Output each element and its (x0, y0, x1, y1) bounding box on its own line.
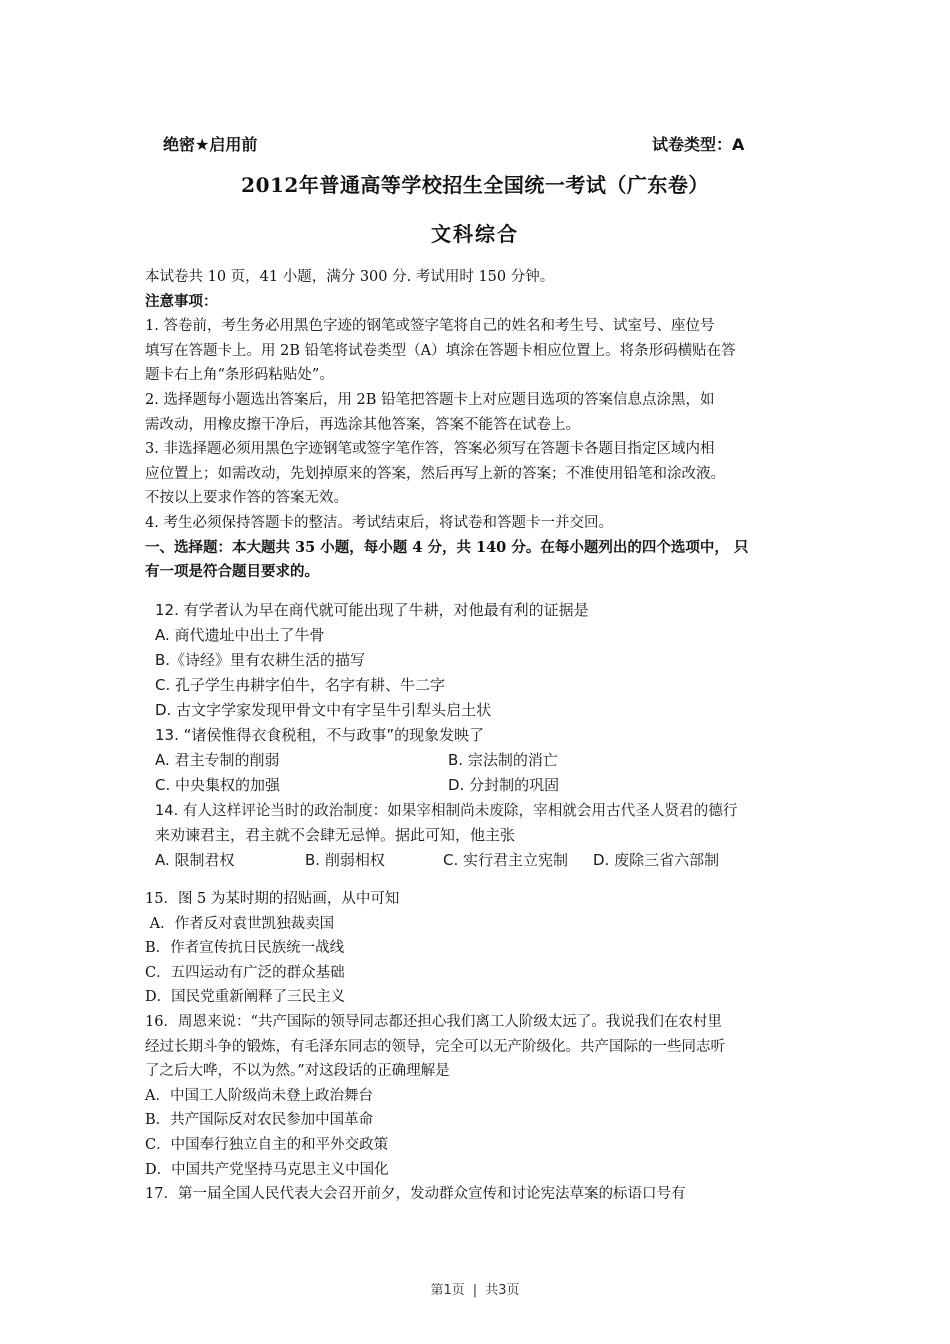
instructions-block (145, 265, 815, 585)
q14-option-a: A. 限制君权 (155, 851, 235, 869)
q17-stem: 17．第一届全国人民代表大会召开前夕，发动群众宣传和讨论宪法草案的标语口号有 (145, 1186, 686, 1203)
exam-subtitle: 文科综合 (431, 222, 519, 246)
page-footer (0, 1279, 950, 1298)
note-line: 1. 答卷前，考生务必用黑色字迹的钢笔或签字笔将自己的姓名和考生号、试室号、座位号 (145, 318, 715, 335)
note-line: 3. 非选择题必须用黑色字迹钢笔或签字笔作答，答案必须写在答题卡各题目指定区域内相 (145, 441, 715, 458)
q12-option-c: C. 孔子学生冉耕字伯牛，名字有耕、牛二字 (155, 676, 446, 694)
q12-stem: 12. 有学者认为早在商代就可能出现了牛耕，对他最有利的证据是 (155, 601, 589, 619)
q15-stem: 15．图 5 为某时期的招贴画，从中可知 (145, 891, 400, 907)
q12-option-a: A. 商代遗址中出土了牛骨 (155, 626, 325, 644)
footer-separator: | (472, 1283, 478, 1298)
q16-option-c: C．中国奉行独立自主的和平外交政策 (145, 1136, 389, 1153)
q13-option-c: C. 中央集权的加强 (155, 776, 281, 794)
note-line: 应位置上；如需改动，先划掉原来的答案，然后再写上新的答案；不准使用铅笔和涂改液。 (145, 465, 725, 482)
q14-options-row (155, 848, 835, 873)
q13-row-1 (155, 748, 835, 773)
note-line: 题卡右上角“条形码粘贴处”。 (145, 367, 334, 384)
page-total: 共3页 (485, 1283, 520, 1298)
section-heading: 一、选择题：本大题共 35 小题，每小题 4 分，共 140 分。在每小题列出的四个选项中， 只 (145, 538, 749, 556)
note-line: 填写在答题卡上。用 2B 铅笔将试卷类型（A）填涂在答题卡相应位置上。将条形码横贴在答 (145, 342, 736, 359)
q14-stem: 14. 有人这样评论当时的政治制度：如果宰相制尚未废除，宰相就会用古代圣人贤君的德行 (155, 802, 738, 819)
questions-12-14 (155, 598, 835, 873)
q14-option-c: C. 实行君主立宪制 (443, 851, 569, 869)
q13-option-a: A. 君主专制的削弱 (155, 751, 280, 769)
q13-option-d: D. 分封制的巩固 (448, 776, 560, 794)
confidential-label: 绝密★启用前 (163, 135, 258, 154)
q13-option-b: B. 宗法制的消亡 (448, 751, 558, 769)
note-line: 不按以上要求作答的答案无效。 (145, 490, 348, 507)
intro-text: 本试卷共 10 页，41 小题，满分 300 分. 考试用时 150 分钟。 (145, 269, 555, 285)
q15-option-d: D．国民党重新阐释了三民主义 (145, 989, 346, 1006)
q16-option-b: B．共产国际反对农民参加中国革命 (145, 1112, 374, 1129)
q14-option-b: B. 削弱相权 (305, 851, 385, 869)
q14-stem: 来劝谏君主，君主就不会肆无忌惮。据此可知，他主张 (155, 826, 516, 844)
q12-option-b: B.《诗经》里有农耕生活的描写 (155, 651, 366, 669)
q16-stem: 16．周恩来说：“共产国际的领导同志都还担心我们离工人阶级太远了。我说我们在农村里 (145, 1013, 722, 1030)
q14-option-d: D. 废除三省六部制 (593, 851, 720, 869)
questions-15-17 (145, 887, 815, 1207)
q15-option-c: C．五四运动有广泛的群众基础 (145, 964, 345, 981)
q16-stem: 经过长期斗争的锻炼，有毛泽东同志的领导，完全可以无产阶级化。共产国际的一些同志听 (145, 1038, 725, 1055)
q15-option-a: A．作者反对袁世凯独裁卖国 (145, 915, 335, 932)
section-heading: 有一项是符合题目要求的。 (145, 563, 319, 581)
notes-heading: 注意事项： (145, 292, 218, 310)
q15-option-b: B．作者宣传抗日民族统一战线 (145, 940, 345, 957)
q13-stem: 13. “诸侯惟得衣食税租，不与政事”的现象发映了 (155, 726, 485, 744)
note-line: 4. 考生必须保持答题卡的整洁。考试结束后，将试卷和答题卡一并交回。 (145, 514, 613, 531)
q12-option-d: D. 古文字学家发现甲骨文中有字呈牛引犁头启土状 (155, 701, 492, 719)
page-number: 第1页 (430, 1283, 465, 1298)
q16-stem: 了之后大哗，不以为然。”对这段话的正确理解是 (145, 1063, 450, 1080)
paper-type-label: 试卷类型：A (652, 135, 745, 154)
note-line: 2. 选择题每小题选出答案后，用 2B 铅笔把答题卡上对应题目选项的答案信息点涂黑，如 (145, 391, 715, 408)
q16-option-a: A．中国工人阶级尚未登上政治舞台 (145, 1087, 373, 1104)
exam-title: 2012年普通高等学校招生全国统一考试（广东卷） (241, 173, 709, 197)
q16-option-d: D．中国共产党坚持马克思主义中国化 (145, 1161, 389, 1178)
q13-row-2 (155, 773, 835, 798)
note-line: 需改动，用橡皮擦干净后，再选涂其他答案，答案不能答在试卷上。 (145, 416, 580, 433)
